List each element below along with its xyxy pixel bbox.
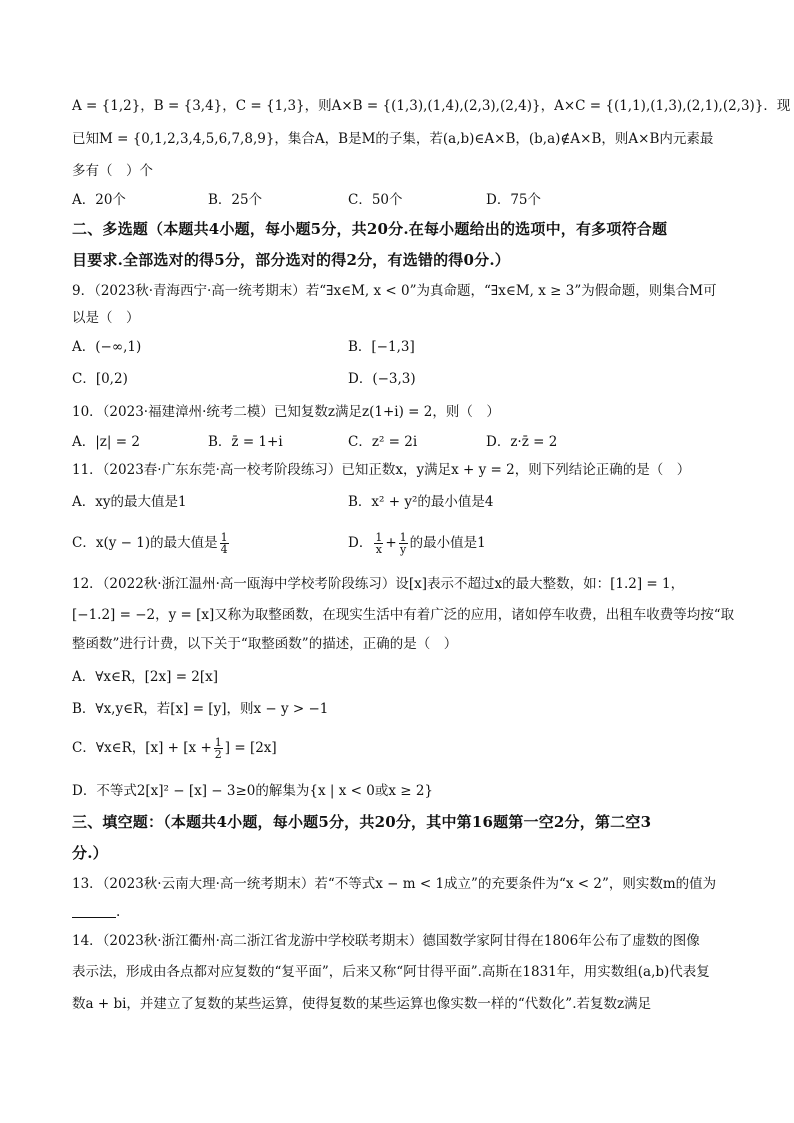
q11-option-d-text: 的最小值是1 [409, 535, 486, 551]
q10-option-d: D．z·z̄ = 2 [486, 434, 558, 450]
q8-option-c: C．50个 [348, 192, 403, 208]
q12-line3: 整函数”进行计费，以下关于“取整函数”的描述，正确的是（ ） [72, 636, 458, 652]
answer-blank[interactable] [72, 903, 116, 918]
q13-period: . [116, 904, 121, 920]
q11-option-d-fraction-x [374, 532, 383, 555]
q14-line2: 表示法，形成由各点都对应复数的“复平面”，后来又称“阿甘得平面”.高斯在1831年，用实数组(a,b)代表复 [72, 964, 710, 980]
q14-line1: 14．（2023秋·浙江衢州·高二浙江省龙游中学校联考期末）德国数学家阿甘得在1806年公布了虚数的图像 [72, 933, 700, 949]
section2-heading-line2: 目要求.全部选对的得5分，部分选对的得2分，有选错的得0分.） [72, 251, 510, 269]
q12-line1: 12．（2022秋·浙江温州·高一瓯海中学校考阶段练习）设[x]表示不超过x的最大整数，如：[1.2] = 1， [72, 576, 685, 592]
q13-answer-line [72, 902, 120, 922]
fraction-denominator: 4 [220, 543, 228, 556]
q12-option-a: A．∀x∈R，[2x] = 2[x] [72, 669, 219, 685]
fraction-numerator: 1 [399, 531, 407, 544]
q12-option-c [72, 737, 277, 760]
q11-option-d [348, 532, 486, 555]
q12-option-c-fraction [214, 737, 223, 760]
plus-sign: + [385, 535, 397, 551]
section3-heading-line2: 分.） [72, 844, 108, 862]
section3-heading-line1: 三、填空题：（本题共4小题，每小题5分，共20分，其中第16题第一空2分，第二空3 [72, 813, 652, 831]
q10-option-b: B．z̄ = 1+i [208, 434, 283, 450]
q11-option-a: A．xy的最大值是1 [72, 494, 187, 510]
q11-option-c-text: C．x(y − 1)的最大值是 [72, 535, 218, 551]
q8-line3: 多有（ ）个 [72, 163, 153, 179]
q8-option-b: B．25个 [208, 192, 263, 208]
q14-line3: 数a + bi，并建立了复数的某些运算，使得复数的某些运算也像实数一样的“代数化”.若复数z满足 [72, 996, 652, 1012]
fraction-numerator: 1 [220, 531, 228, 544]
q9-option-c: C．[0,2) [72, 371, 128, 387]
fraction-denominator: 2 [214, 748, 222, 761]
q10-line1: 10．（2023·福建漳州·统考二模）已知复数z满足z(1+i) = 2，则（ ） [72, 404, 500, 420]
q11-option-d-fraction-y [399, 532, 408, 555]
q8-line2: 已知M = {0,1,2,3,4,5,6,7,8,9}，集合A，B是M的子集，若(a,b)∈A×B，(b,a)∉A×B，则A×B内元素最 [72, 131, 714, 147]
q9-line2: 以是（ ） [72, 310, 140, 326]
q11-option-d-label: D． [348, 535, 373, 551]
q10-option-c: C．z² = 2i [348, 434, 418, 450]
fraction-denominator: x [375, 543, 382, 556]
fraction-numerator: 1 [375, 531, 383, 544]
fraction-denominator: y [400, 543, 407, 556]
q12-option-b: B．∀x,y∈R，若[x] = [y]，则x − y > −1 [72, 701, 329, 717]
q11-line1: 11．（2023春·广东东莞·高一校考阶段练习）已知正数x，y满足x + y = 2，则下列结论正确的是（ ） [72, 462, 691, 478]
q11-option-c [72, 532, 231, 555]
q9-option-a: A．(−∞,1) [72, 339, 142, 355]
q9-line1: 9．（2023秋·青海西宁·高一统考期末）若“∃x∈M, x < 0”为真命题，“∃x∈M, x ≥ 3”为假命题，则集合M可 [72, 283, 717, 299]
q10-option-a: A．|z| = 2 [72, 434, 140, 450]
q11-option-b: B．x² + y²的最小值是4 [348, 494, 494, 510]
q9-option-d: D．(−3,3) [348, 371, 416, 387]
q9-option-b: B．[−1,3] [348, 339, 415, 355]
q11-option-c-fraction [220, 532, 229, 555]
q12-option-c-tail: ] = [2x] [224, 740, 277, 756]
q8-option-a: A．20个 [72, 192, 126, 208]
q12-option-c-text: C．∀x∈R，[x] + [x + [72, 740, 212, 756]
q13-line1: 13．（2023秋·云南大理·高一统考期末）若“不等式x − m < 1成立”的充要条件为“x < 2”，则实数m的值为 [72, 876, 717, 892]
q8-line1: A = {1,2}，B = {3,4}，C = {1,3}，则A×B = {(1,3),(1,4),(2,3),(2,4)}，A×C = {(1,1),(1,3),(2,1),(2,3)}．现 [72, 98, 791, 114]
fraction-numerator: 1 [214, 736, 222, 749]
q8-option-d: D．75个 [486, 192, 542, 208]
q12-line2: [−1.2] = −2，y = [x]又称为取整函数，在现实生活中有着广泛的应用，诸如停车收费，出租车收费等均按“取 [72, 607, 735, 623]
q12-option-d: D．不等式2[x]² − [x] − 3≥0的解集为{x | x < 0或x ≥ 2} [72, 783, 434, 799]
section2-heading-line1: 二、多选题（本题共4小题，每小题5分，共20分.在每小题给出的选项中，有多项符合题 [72, 220, 668, 238]
